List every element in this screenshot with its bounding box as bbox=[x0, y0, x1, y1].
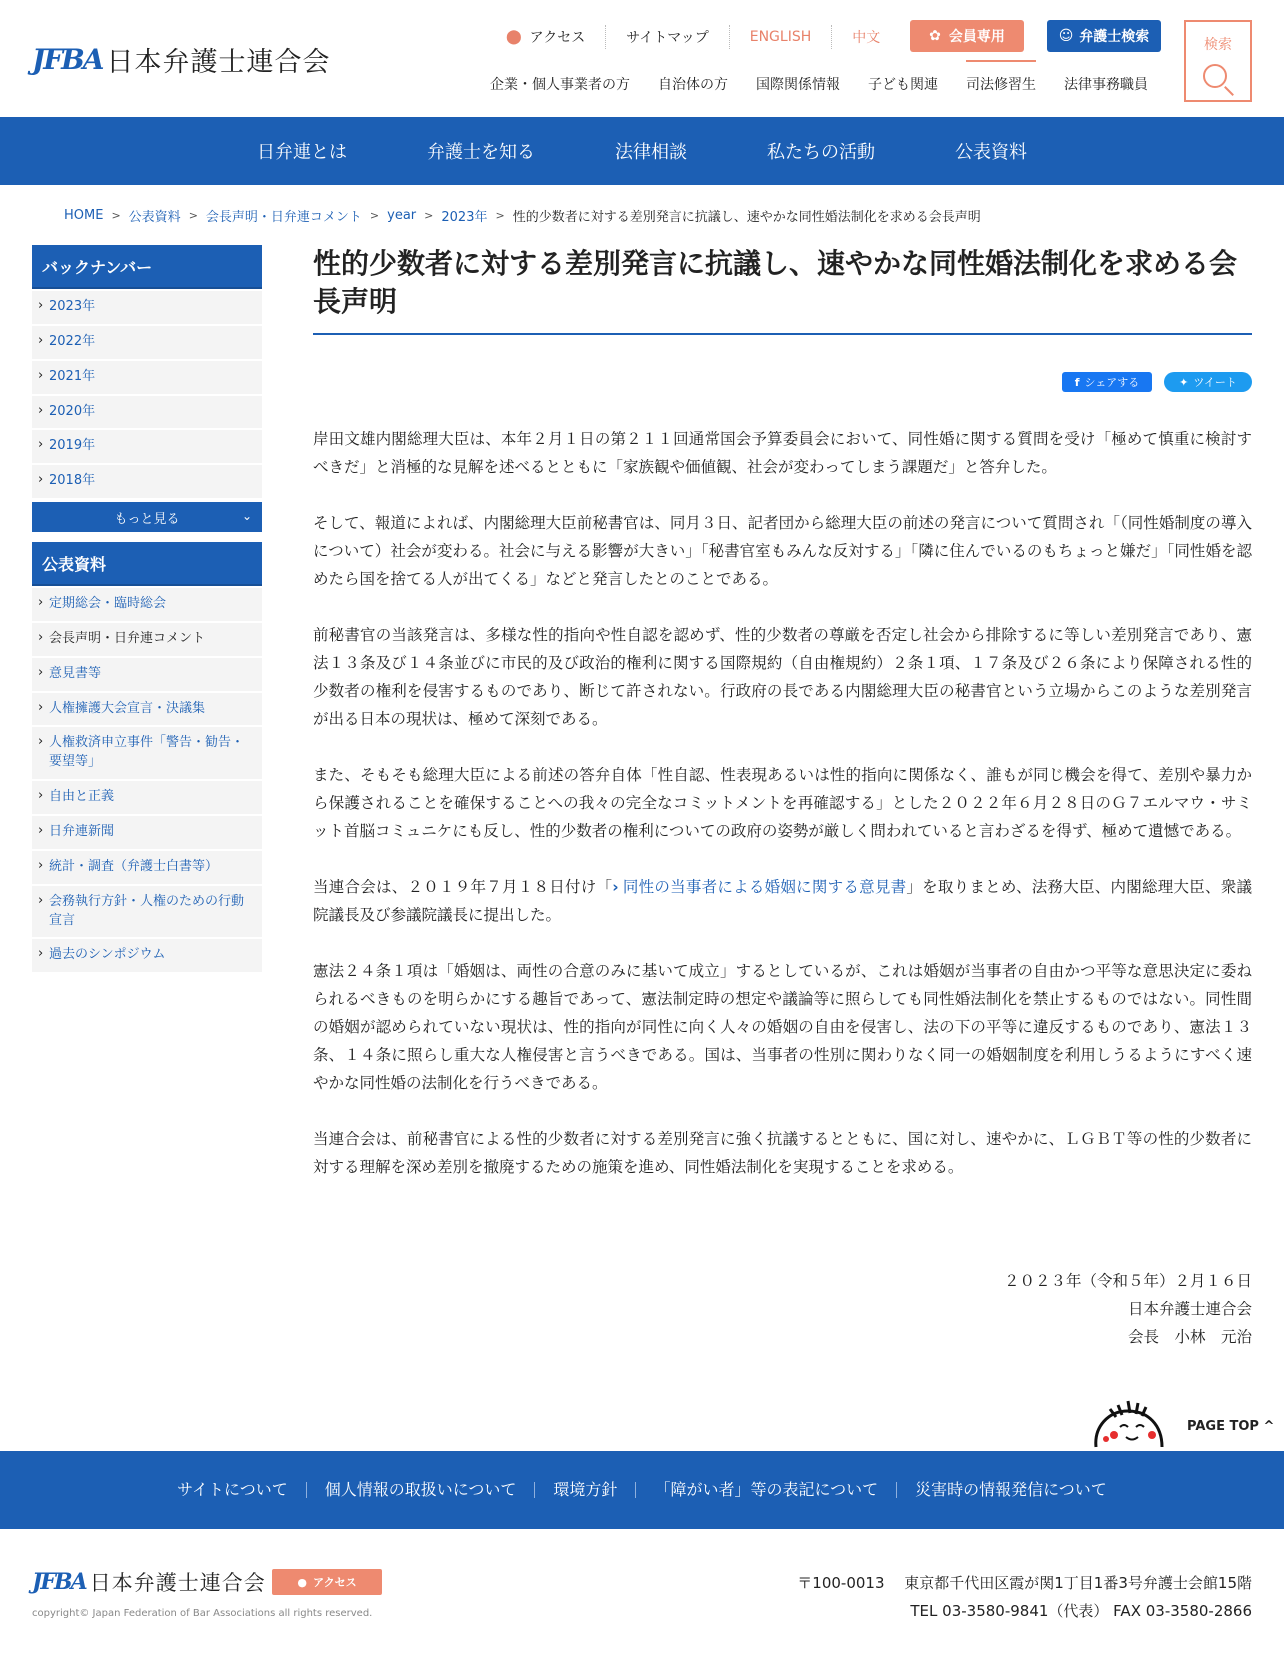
statement-org: 日本弁護士連合会 bbox=[1127, 1300, 1252, 1318]
facebook-icon: f bbox=[1074, 375, 1080, 389]
footer-link-disaster[interactable]: 災害時の情報発信について bbox=[915, 1480, 1107, 1499]
util-link-access-label: アクセス bbox=[529, 30, 586, 46]
sidebar-item-2020[interactable]: › 2020年 bbox=[32, 396, 262, 429]
sidebar-item-opinions[interactable]: › 意見書等 bbox=[32, 658, 262, 691]
footer-link-privacy[interactable]: 個人情報の取扱いについて bbox=[307, 1482, 536, 1498]
logo-text: 日本弁護士連合会 bbox=[106, 47, 331, 78]
sidebar-item-liberty-justice[interactable]: › 自由と正義 bbox=[32, 781, 262, 814]
chevron-down-icon: ⌄ bbox=[241, 509, 252, 524]
sidebar-item-2018[interactable]: › 2018年 bbox=[32, 465, 262, 498]
article-paragraph: 岸田文雄内閣総理大臣は、本年２月１日の第２１１回通常国会予算委員会において、同性婚に関する質問を受け「極めて慎重に検討すべきだ」と消極的な見解を述べるとともに「家族観や価値観、社会が変わってしまう課題だ」と答弁した。 bbox=[313, 430, 1252, 476]
util-link-sitemap[interactable]: サイトマップ bbox=[606, 25, 729, 49]
sidebar-item-2022[interactable]: › 2022年 bbox=[32, 326, 262, 359]
share-buttons bbox=[1062, 372, 1252, 392]
sidebar-year-list bbox=[32, 291, 262, 498]
logo-mark: JFBA bbox=[32, 1569, 86, 1595]
lawyer-search-label: 弁護士検索 bbox=[1079, 29, 1150, 45]
article-paragraph: 前秘書官の当該発言は、多様な性的指向や性自認を認めず、性的少数者の尊厳を否定し社会から排除するに等しい差別発言であり、憲法１３条及び１４条並びに市民的及び政治的権利に関する国際規約（自由権規約）２条１項、１７条及び２６条により保障される性的少数者の権利を侵害するものであり、断じて許されない。行政府の長である内閣総理大臣の秘書官という立場からこのような差別発言が出る日本の現状は、極めて深刻である。 bbox=[313, 626, 1252, 728]
member-only-button[interactable] bbox=[910, 20, 1024, 52]
util-link-access[interactable] bbox=[486, 25, 606, 49]
opinion-link[interactable] bbox=[612, 878, 906, 896]
page-title: 性的少数者に対する差別発言に抗議し、速やかな同性婚法制化を求める会長声明 bbox=[313, 245, 1252, 335]
breadcrumb-separator: > bbox=[111, 209, 121, 222]
main-nav bbox=[0, 117, 1284, 185]
facebook-share-button[interactable] bbox=[1062, 372, 1152, 392]
breadcrumb bbox=[64, 206, 981, 225]
breadcrumb-current: 性的少数者に対する差別発言に抗議し、速やかな同性婚法制化を求める会長声明 bbox=[512, 210, 981, 225]
breadcrumb-2023[interactable]: 2023年 bbox=[441, 210, 488, 225]
chevron-up-icon: ^ bbox=[1263, 1419, 1275, 1434]
sub-link-international[interactable]: 国際関係情報 bbox=[756, 77, 840, 93]
site-logo[interactable] bbox=[32, 40, 331, 79]
article-paragraph: また、そもそも総理大臣による前述の答弁自体「性自認、性表現あるいは性的指向に関係なく、誰もが同じ機会を得て、差別や暴力から保護されることを確保することへの我々の完全なコミットメントを再確認する」とした２０２２年６月２８日のＧ７エルマウ・サミット首脳コミュニケにも反し、性的少数者の権利についての政府の姿勢が厳しく問われていると言わざるを得ず、極めて遺憾である。 bbox=[313, 766, 1252, 840]
person-icon: ☺ bbox=[1058, 28, 1074, 44]
breadcrumb-year[interactable]: year bbox=[387, 208, 417, 223]
page-top-button[interactable] bbox=[1086, 1395, 1284, 1451]
search-label: 検索 bbox=[1204, 37, 1232, 53]
main-nav-activities[interactable]: 私たちの活動 bbox=[767, 142, 875, 163]
footer-access-button[interactable] bbox=[272, 1569, 382, 1595]
chevron-right-icon: › bbox=[612, 878, 619, 896]
facebook-share-label: シェアする bbox=[1084, 376, 1140, 389]
footer-address bbox=[797, 1569, 1252, 1625]
sub-nav bbox=[490, 74, 1148, 94]
article-paragraph: そして、報道によれば、内閣総理大臣前秘書官は、同月３日、記者団から総理大臣の前述の発言について質問され「（同性婚制度の導入について）社会が変わる。社会に与える影響が大きい」「秘書官室もみんな反対する」「隣に住んでいるのもちょっと嫌だ」「同性婚を認めたら国を捨てる人が出てくる」などと発言したとのことである。 bbox=[313, 514, 1252, 588]
show-more-button[interactable] bbox=[32, 502, 262, 532]
sidebar-publications-list bbox=[32, 588, 262, 972]
sidebar-item-statements[interactable]: › 会長声明・日弁連コメント bbox=[32, 623, 262, 656]
sidebar-item-policy[interactable]: › 会務執行方針・人権のための行動宣言 bbox=[32, 886, 262, 938]
sidebar-publications-heading: 公表資料 bbox=[32, 542, 262, 586]
sidebar-item-2021[interactable]: › 2021年 bbox=[32, 361, 262, 394]
page-top-label bbox=[1187, 1419, 1274, 1434]
main-nav-publications[interactable]: 公表資料 bbox=[955, 142, 1027, 163]
footer-access-label: アクセス bbox=[312, 1576, 357, 1589]
footer-link-environment[interactable]: 環境方針 bbox=[535, 1482, 636, 1498]
mascot-icon bbox=[1088, 1397, 1170, 1451]
util-link-chinese[interactable]: 中文 bbox=[852, 30, 881, 46]
breadcrumb-separator: > bbox=[495, 209, 505, 222]
footer-logo[interactable] bbox=[32, 1567, 266, 1597]
sub-link-staff[interactable]: 法律事務職員 bbox=[1064, 77, 1148, 93]
breadcrumb-home[interactable]: HOME bbox=[64, 208, 104, 223]
breadcrumb-statements[interactable]: 会長声明・日弁連コメント bbox=[205, 210, 362, 225]
search-icon bbox=[1203, 64, 1227, 88]
statement-president: 会長 小林 元治 bbox=[1127, 1328, 1252, 1346]
logo-text: 日本弁護士連合会 bbox=[89, 1571, 266, 1595]
main-nav-consultation[interactable]: 法律相談 bbox=[615, 142, 687, 163]
lawyer-search-button[interactable] bbox=[1047, 20, 1161, 52]
sidebar-item-declarations[interactable]: › 人権擁護大会宣言・決議集 bbox=[32, 693, 262, 726]
sub-link-children[interactable]: 子ども関連 bbox=[868, 77, 938, 93]
paragraph-text: 」を取りまとめ、法務大臣、内閣総理大臣、衆議院議長及び参議院議長に提出した。 bbox=[313, 878, 1252, 924]
sidebar bbox=[32, 245, 262, 972]
footer-link-about-site[interactable]: サイトについて bbox=[159, 1482, 307, 1498]
article-paragraph: 憲法２４条１項は「婚姻は、両性の合意のみに基いて成立」するとしているが、これは婚姻が当事者の自由かつ平等な意思決定に委ねられるべきものを明らかにする趣旨であって、憲法制定時の想定や議論等に照らしても同性婚法制化を禁止するものではない。同性間の婚姻が認められていない現状は、性的指向が同性に向く人々の婚姻の自由を侵害し、法の下の平等に違反するものであり、憲法１３条、１４条に照らし重大な人権侵害と言うべきである。国は、当事者の性別に関わりなく同一の婚姻制度を利用しうるようにすべく速やかな同性婚の法制化を行うべきである。 bbox=[313, 962, 1252, 1092]
show-more-label: もっと見る bbox=[114, 511, 180, 527]
paragraph-text: 当連合会は、２０１９年７月１８日付け「 bbox=[313, 878, 613, 896]
breadcrumb-publications[interactable]: 公表資料 bbox=[128, 210, 181, 225]
sidebar-item-statistics[interactable]: › 統計・調査（弁護士白書等） bbox=[32, 851, 262, 884]
article-body bbox=[313, 425, 1252, 1209]
sub-link-trainee[interactable]: 司法修習生 bbox=[966, 60, 1036, 94]
flower-icon: ✿ bbox=[929, 28, 941, 44]
breadcrumb-separator: > bbox=[188, 209, 198, 222]
sidebar-item-2019[interactable]: › 2019年 bbox=[32, 430, 262, 463]
tweet-button[interactable] bbox=[1164, 372, 1252, 392]
main-nav-lawyers[interactable]: 弁護士を知る bbox=[427, 142, 535, 163]
site-header bbox=[0, 0, 1284, 117]
sidebar-item-newspaper[interactable]: › 日弁連新聞 bbox=[32, 816, 262, 849]
sidebar-item-symposium[interactable]: › 過去のシンポジウム bbox=[32, 939, 262, 972]
util-link-english[interactable]: ENGLISH bbox=[730, 25, 833, 49]
article-paragraph: 当連合会は、前秘書官による性的少数者に対する差別発言に強く抗議するとともに、国に対し、速やかに、ＬＧＢＴ等の性的少数者に対する理解を深め差別を撤廃するための施策を進め、同性婚法制化を実現することを求める。 bbox=[313, 1130, 1252, 1176]
article-paragraph bbox=[313, 873, 1252, 929]
map-pin-icon: ⬤ bbox=[506, 29, 522, 45]
logo-mark: JFBA bbox=[32, 43, 103, 76]
article bbox=[313, 245, 1252, 1346]
address-line: 〒100-0013 東京都千代田区霞が関1丁目1番3号弁護士会館15階 bbox=[797, 1574, 1252, 1592]
sub-link-municipal[interactable]: 自治体の方 bbox=[658, 77, 728, 93]
opinion-link-label: 同性の当事者による婚姻に関する意見書 bbox=[622, 878, 907, 896]
footer-nav bbox=[0, 1451, 1284, 1529]
sidebar-item-human-rights-relief[interactable]: › 人権救済申立事件「警告・勧告・要望等」 bbox=[32, 727, 262, 779]
search-button[interactable] bbox=[1184, 20, 1252, 102]
member-only-label: 会員専用 bbox=[948, 29, 1005, 45]
sidebar-item-2023[interactable]: › 2023年 bbox=[32, 291, 262, 324]
signature-block bbox=[1004, 1267, 1252, 1351]
footer-bottom bbox=[0, 1529, 1284, 1659]
main-nav-about[interactable]: 日弁連とは bbox=[257, 142, 347, 163]
breadcrumb-separator: > bbox=[424, 209, 434, 222]
sub-link-business[interactable]: 企業・個人事業者の方 bbox=[490, 77, 630, 93]
map-pin-icon: ● bbox=[297, 1575, 307, 1589]
breadcrumb-separator: > bbox=[369, 209, 380, 222]
tweet-label: ツイート bbox=[1193, 376, 1237, 389]
sidebar-backnumber-heading: バックナンバー bbox=[32, 245, 262, 289]
twitter-icon: ✦ bbox=[1179, 375, 1189, 389]
page-top-text: PAGE TOP bbox=[1187, 1419, 1259, 1434]
footer-link-notation[interactable]: 「障がい者」等の表記について bbox=[636, 1482, 897, 1498]
phone-line: TEL 03-3580-9841（代表） FAX 03-3580-2866 bbox=[910, 1602, 1252, 1620]
sidebar-item-general-meeting[interactable]: › 定期総会・臨時総会 bbox=[32, 588, 262, 621]
statement-date: ２０２３年（令和５年）２月１６日 bbox=[1003, 1272, 1252, 1290]
copyright: copyright© Japan Federation of Bar Associations all rights reserved. bbox=[32, 1608, 373, 1619]
utility-nav bbox=[486, 20, 900, 54]
